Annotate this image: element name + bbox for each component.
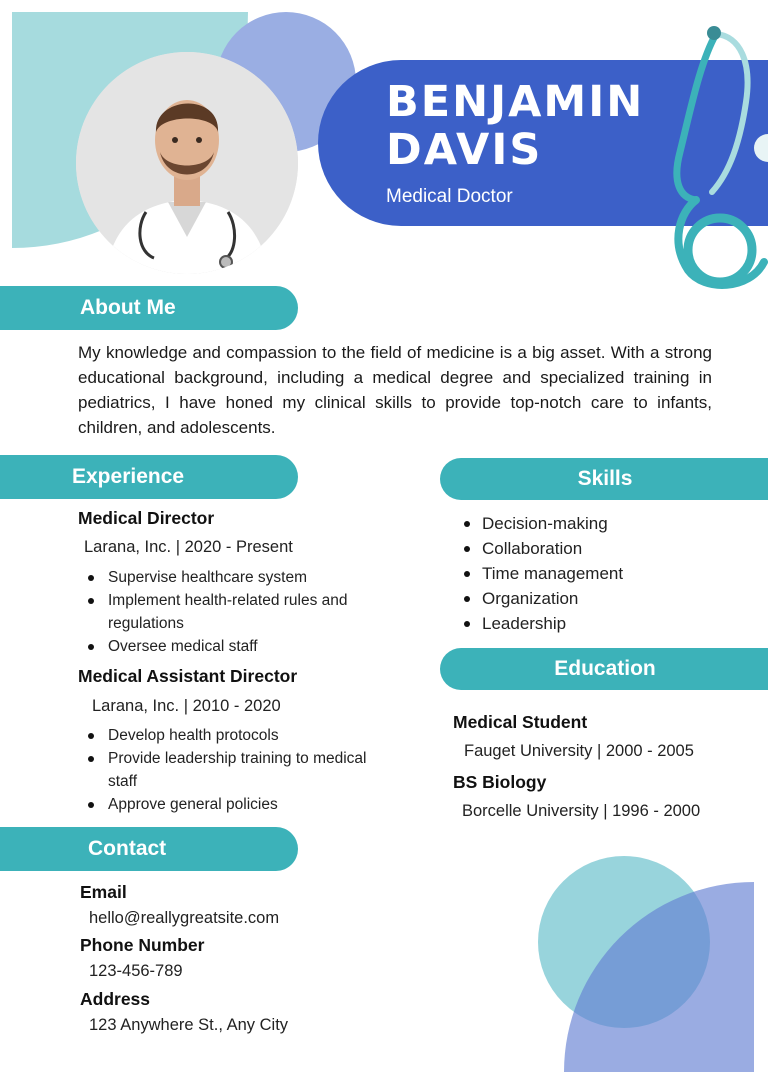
profile-photo	[76, 52, 298, 274]
job-duties-2	[80, 724, 370, 816]
job-role-1: Medical Director	[78, 508, 215, 528]
education-degree-1: Medical Student	[453, 712, 588, 732]
job-role-2: Medical Assistant Director	[78, 666, 298, 686]
education-degree-2: BS Biology	[453, 772, 547, 792]
stethoscope-icon	[640, 22, 768, 294]
skill-item: Leadership	[440, 611, 740, 636]
duty-item: Provide leadership training to medical staff	[80, 747, 370, 793]
email-value: hello@reallygreatsite.com	[89, 909, 280, 927]
education-school-2: Borcelle University | 1996 - 2000	[462, 802, 701, 820]
job-company-1: Larana, Inc. | 2020 - Present	[84, 538, 293, 556]
job-title: Medical Doctor	[386, 186, 513, 207]
phone-label: Phone Number	[80, 935, 205, 955]
education-school-1: Fauget University | 2000 - 2005	[464, 742, 694, 760]
duty-item: Develop health protocols	[80, 724, 370, 747]
last-name: DAVIS	[386, 125, 543, 175]
address-label: Address	[80, 989, 151, 1009]
about-text: My knowledge and compassion to the field of medicine is a big asset. With a strong educational background, including a medical degree and specialized training in pediatrics, I have honed my clinical skills to provide top-notch care to infants, children, and adolescents.	[78, 343, 712, 437]
education-heading-label: Education	[554, 657, 656, 680]
job-company-2: Larana, Inc. | 2010 - 2020	[92, 697, 281, 715]
duty-item: Implement health-related rules and regulations	[80, 589, 370, 635]
skills-heading-label: Skills	[577, 467, 633, 490]
duty-item: Oversee medical staff	[80, 635, 370, 658]
email-label: Email	[80, 882, 127, 902]
about-heading-label: About Me	[80, 296, 176, 319]
contact-heading-label: Contact	[88, 837, 167, 860]
skill-item: Decision-making	[440, 511, 740, 536]
duty-item: Approve general policies	[80, 793, 370, 816]
skills-list	[440, 511, 740, 636]
doctor-portrait-icon	[76, 52, 298, 274]
about-heading	[0, 286, 298, 330]
skills-heading	[440, 458, 768, 500]
experience-heading-label: Experience	[72, 465, 185, 488]
skill-item: Time management	[440, 561, 740, 586]
first-name: BENJAMIN	[386, 77, 645, 127]
contact-heading	[0, 827, 298, 871]
experience-heading	[0, 455, 298, 499]
address-value: 123 Anywhere St., Any City	[89, 1016, 289, 1034]
duty-item: Supervise healthcare system	[80, 566, 370, 589]
phone-value: 123-456-789	[89, 962, 183, 980]
job-duties-1	[80, 566, 370, 658]
skill-item: Organization	[440, 586, 740, 611]
skill-item: Collaboration	[440, 536, 740, 561]
education-heading	[440, 648, 768, 690]
